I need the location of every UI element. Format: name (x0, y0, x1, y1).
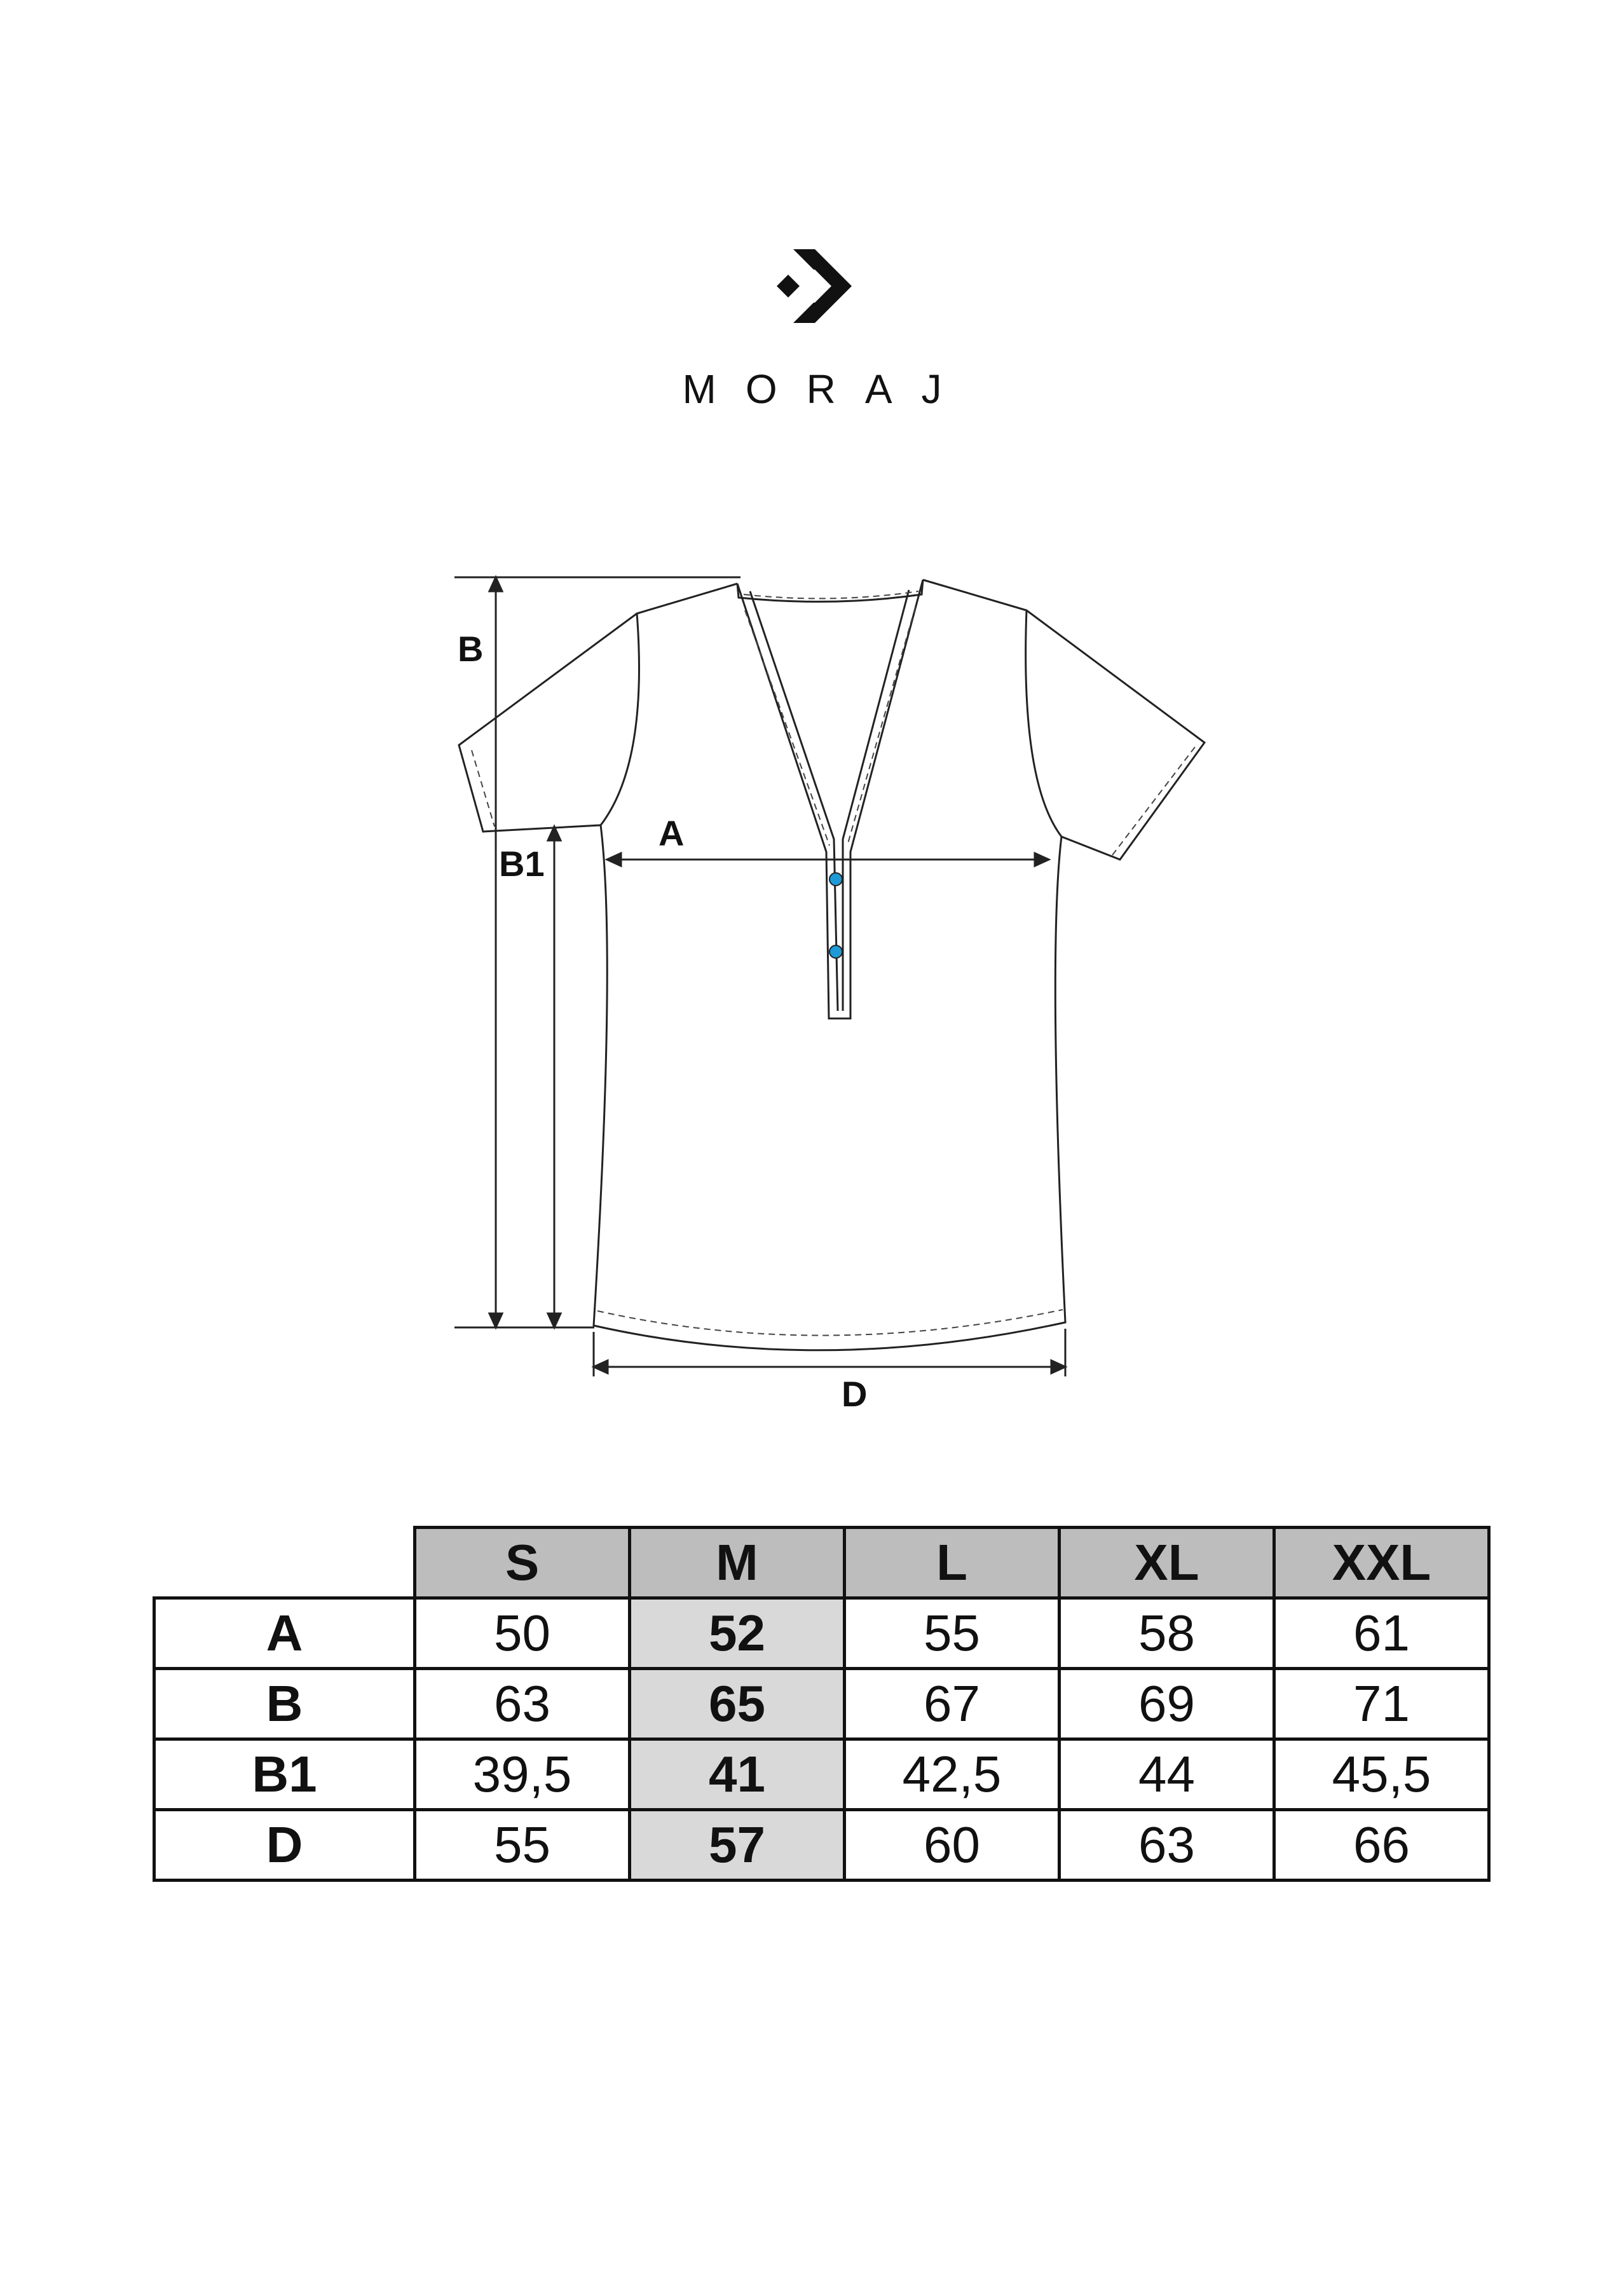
brand-name: MORAJ (682, 366, 971, 412)
table-cell: 66 (1274, 1810, 1489, 1881)
table-cell: 39,5 (415, 1739, 630, 1810)
button-dot (829, 945, 842, 958)
table-cell: 45,5 (1274, 1739, 1489, 1810)
table-row (154, 1669, 1489, 1739)
table-cell: 58 (1060, 1598, 1274, 1669)
table-cell: 67 (845, 1669, 1060, 1739)
table-row (154, 1598, 1489, 1669)
size-header-m: M (630, 1528, 845, 1598)
table-cell: 71 (1274, 1669, 1489, 1739)
table-cell: 65 (630, 1669, 845, 1739)
dim-label-b1: B1 (499, 844, 545, 884)
table-cell: 44 (1060, 1739, 1274, 1810)
row-label: D (154, 1810, 415, 1881)
shirt-outline (459, 580, 1204, 1350)
table-cell: 61 (1274, 1598, 1489, 1669)
row-label: A (154, 1598, 415, 1669)
table-corner (154, 1528, 415, 1598)
row-label: B1 (154, 1739, 415, 1810)
button-dot (829, 873, 842, 886)
table-cell: 52 (630, 1598, 845, 1669)
table-cell: 50 (415, 1598, 630, 1669)
size-header-xxl: XXL (1274, 1528, 1489, 1598)
size-header-xl: XL (1060, 1528, 1274, 1598)
dim-label-b: B (458, 629, 484, 669)
table-cell: 41 (630, 1739, 845, 1810)
dim-label-d: D (842, 1374, 868, 1414)
table-cell: 60 (845, 1810, 1060, 1881)
row-label: B (154, 1669, 415, 1739)
size-header-row (154, 1528, 1489, 1598)
table-cell: 55 (415, 1810, 630, 1881)
dim-label-a: A (658, 813, 685, 853)
size-header-l: L (845, 1528, 1060, 1598)
table-cell: 63 (415, 1669, 630, 1739)
table-cell: 63 (1060, 1810, 1274, 1881)
table-cell: 42,5 (845, 1739, 1060, 1810)
table-row (154, 1810, 1489, 1881)
size-header-s: S (415, 1528, 630, 1598)
table-row (154, 1739, 1489, 1810)
table-cell: 57 (630, 1810, 845, 1881)
size-table (153, 1526, 1491, 1882)
table-cell: 55 (845, 1598, 1060, 1669)
table-cell: 69 (1060, 1669, 1274, 1739)
